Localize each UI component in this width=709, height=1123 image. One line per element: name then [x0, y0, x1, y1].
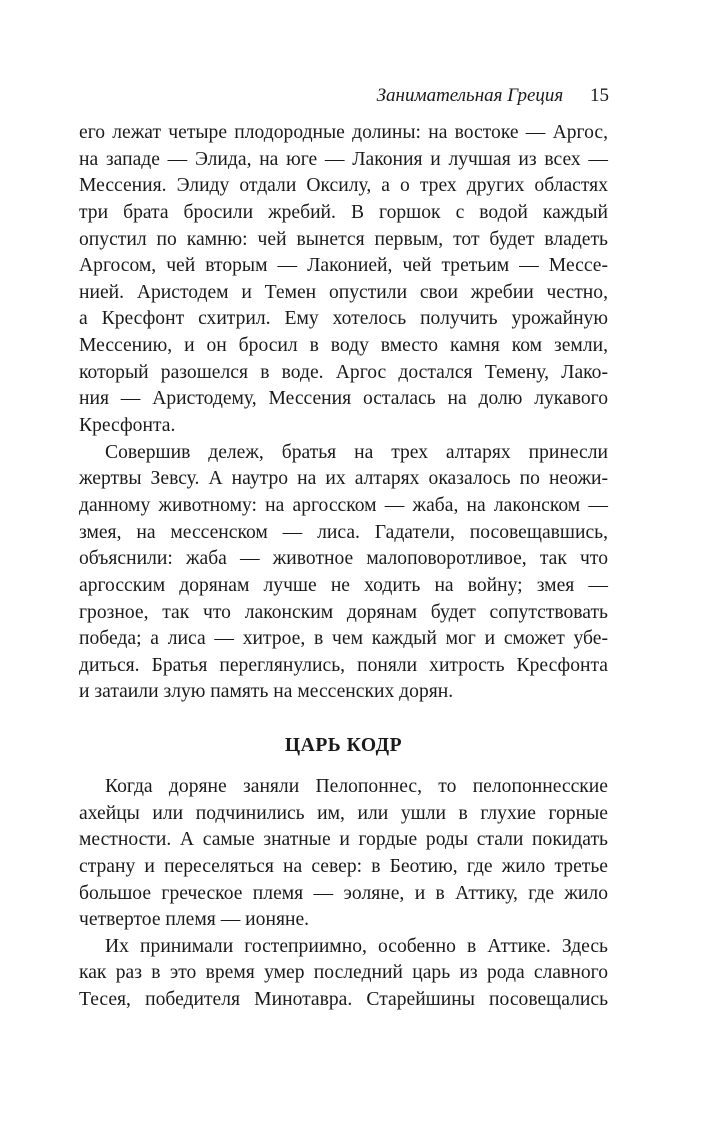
body-text-section-1: [79, 120, 608, 706]
text-line: местности. А самые знатные и гордые роды стали покидать: [79, 829, 608, 851]
text-line: опустил по камню: чей вынется первым, тот будет владеть: [79, 228, 608, 250]
text-line: Совершив дележ, братья на трех алтарях принесли: [105, 441, 608, 463]
text-line: на западе — Элида, на юге — Лакония и лучшая из всех —: [79, 148, 608, 170]
text-line: грозное, так что лаконским дорянам будет сопутствовать: [79, 601, 608, 623]
section-heading: ЦАРЬ КОДР: [284, 735, 403, 756]
text-line: а Кресфонт схитрил. Ему хотелось получить урожайную: [79, 308, 608, 330]
text-line: змея, на мессенском — лиса. Гадатели, посовещавшись,: [79, 521, 608, 543]
text-line: Когда доряне заняли Пелопоннес, то пелопоннесские: [105, 776, 608, 797]
text-line: его лежат четыре плодородные долины: на востоке — Аргос,: [79, 122, 608, 143]
text-line: Аргосом, чей вторым — Лаконией, чей третьим — Мессе-: [79, 255, 608, 277]
text-line: как раз в это время умер последний царь из рода славного: [79, 962, 608, 984]
running-header: [377, 84, 609, 108]
page-number: 15: [590, 85, 609, 106]
text-line: и затаили злую память на мессенских дорян.: [79, 681, 454, 703]
text-line: ахейцы или подчинились им, или ушли в глухие горные: [79, 802, 608, 824]
text-line: нией. Аристодем и Темен опустили свои жребии честно,: [79, 281, 608, 303]
body-text-section-2: [79, 774, 608, 1014]
text-line: Мессению, и он бросил в воду вместо камня ком земли,: [79, 335, 608, 357]
running-header-title: Занимательная Греция: [376, 85, 564, 106]
text-line: диться. Братья переглянулись, поняли хитрость Кресфонта: [79, 654, 608, 676]
text-line: страну и переселяться на север: в Беотию, где жило третье: [79, 855, 608, 877]
text-line: который разошелся в воде. Аргос достался Темену, Лако-: [79, 361, 608, 383]
text-line: Кресфонта.: [79, 415, 176, 437]
text-line: данному животному: на аргосском — жаба, на лаконском —: [79, 494, 608, 516]
text-line: Мессения. Элиду отдали Оксилу, а о трех других областях: [79, 175, 608, 197]
text-line: аргосским дорянам лучше не ходить на войну; змея —: [79, 574, 608, 596]
text-line: ния — Аристодему, Мессения осталась на долю лукавого: [79, 388, 608, 410]
text-line: объяснили: жаба — животное малоповоротливое, так что: [79, 548, 608, 570]
text-line: большое греческое племя — эоляне, и в Аттику, где жило: [79, 882, 608, 904]
text-line: Тесея, победителя Минотавра. Старейшины посовещались: [79, 989, 608, 1011]
text-line: жертвы Зевсу. А наутро на их алтарях оказалось по неожи-: [79, 468, 608, 490]
text-line: победа; а лиса — хитрое, в чем каждый мог и сможет убе-: [79, 628, 608, 650]
text-line: четвертое племя — ионяне.: [79, 909, 310, 931]
text-line: Их принимали гостеприимно, особенно в Аттике. Здесь: [105, 935, 608, 957]
text-line: три брата бросили жребий. В горшок с водой каждый: [79, 201, 608, 223]
